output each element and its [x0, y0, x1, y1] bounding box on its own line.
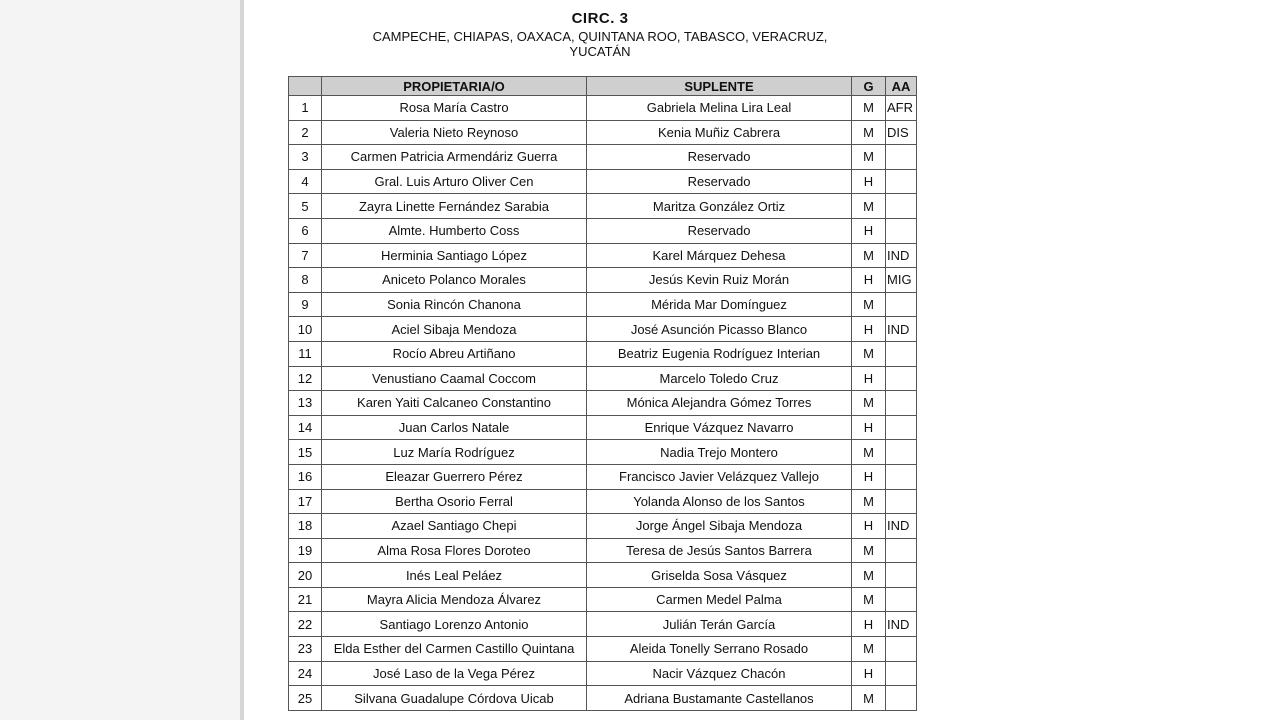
- row-number-cell: 16: [289, 464, 322, 489]
- suplente-cell: Julián Terán García: [587, 612, 852, 637]
- aa-cell: DIS: [886, 120, 917, 145]
- suplente-cell: Reservado: [587, 218, 852, 243]
- row-number-cell: 6: [289, 218, 322, 243]
- table-row: [289, 243, 917, 268]
- propietario-cell: Bertha Osorio Ferral: [322, 489, 587, 514]
- suplente-cell: Yolanda Alonso de los Santos: [587, 489, 852, 514]
- aa-cell: MIG: [886, 268, 917, 293]
- gender-cell: M: [852, 489, 886, 514]
- table-row: [289, 391, 917, 416]
- table-row: [289, 341, 917, 366]
- suplente-cell: Enrique Vázquez Navarro: [587, 415, 852, 440]
- aa-cell: [886, 489, 917, 514]
- table-row: [289, 637, 917, 662]
- gender-cell: H: [852, 366, 886, 391]
- row-number-cell: 23: [289, 637, 322, 662]
- suplente-cell: Reservado: [587, 169, 852, 194]
- suplente-cell: Mónica Alejandra Gómez Torres: [587, 391, 852, 416]
- propietario-cell: Azael Santiago Chepi: [322, 514, 587, 539]
- suplente-cell: Marcelo Toledo Cruz: [587, 366, 852, 391]
- aa-cell: [886, 686, 917, 711]
- gender-cell: M: [852, 587, 886, 612]
- table-row: [289, 563, 917, 588]
- gender-cell: H: [852, 268, 886, 293]
- propietario-cell: Inés Leal Peláez: [322, 563, 587, 588]
- table-row: [289, 120, 917, 145]
- row-number-cell: 4: [289, 169, 322, 194]
- gender-cell: M: [852, 145, 886, 170]
- gender-cell: M: [852, 292, 886, 317]
- aa-cell: [886, 538, 917, 563]
- table-row: [289, 268, 917, 293]
- gender-cell: M: [852, 563, 886, 588]
- aa-cell: [886, 292, 917, 317]
- row-number-cell: 25: [289, 686, 322, 711]
- table-row: [289, 194, 917, 219]
- aa-cell: [886, 194, 917, 219]
- suplente-cell: Aleida Tonelly Serrano Rosado: [587, 637, 852, 662]
- table-row: [289, 661, 917, 686]
- table-row: [289, 317, 917, 342]
- suplente-cell: Francisco Javier Velázquez Vallejo: [587, 464, 852, 489]
- suplente-cell: Mérida Mar Domínguez: [587, 292, 852, 317]
- propietario-cell: Carmen Patricia Armendáriz Guerra: [322, 145, 587, 170]
- aa-cell: [886, 366, 917, 391]
- page-subtitle: [340, 29, 860, 59]
- suplente-cell: Carmen Medel Palma: [587, 587, 852, 612]
- row-number-cell: 17: [289, 489, 322, 514]
- propietario-cell: Almte. Humberto Coss: [322, 218, 587, 243]
- table-row: [289, 464, 917, 489]
- gender-cell: M: [852, 243, 886, 268]
- suplente-cell: Griselda Sosa Vásquez: [587, 563, 852, 588]
- row-number-cell: 12: [289, 366, 322, 391]
- col-header-gender: G: [852, 77, 886, 96]
- row-number-cell: 21: [289, 587, 322, 612]
- row-number-cell: 5: [289, 194, 322, 219]
- row-number-cell: 18: [289, 514, 322, 539]
- aa-cell: [886, 464, 917, 489]
- suplente-cell: Adriana Bustamante Castellanos: [587, 686, 852, 711]
- propietario-cell: Eleazar Guerrero Pérez: [322, 464, 587, 489]
- propietario-cell: Rocío Abreu Artiñano: [322, 341, 587, 366]
- gender-cell: H: [852, 218, 886, 243]
- propietario-cell: Luz María Rodríguez: [322, 440, 587, 465]
- gender-cell: M: [852, 341, 886, 366]
- table-row: [289, 145, 917, 170]
- col-header-suplente: SUPLENTE: [587, 77, 852, 96]
- propietario-cell: Mayra Alicia Mendoza Álvarez: [322, 587, 587, 612]
- table-row: [289, 96, 917, 121]
- suplente-cell: Beatriz Eugenia Rodríguez Interian: [587, 341, 852, 366]
- suplente-cell: Teresa de Jesús Santos Barrera: [587, 538, 852, 563]
- aa-cell: [886, 391, 917, 416]
- table-row: [289, 169, 917, 194]
- aa-cell: [886, 440, 917, 465]
- aa-cell: AFR: [886, 96, 917, 121]
- row-number-cell: 14: [289, 415, 322, 440]
- propietario-cell: Karen Yaiti Calcaneo Constantino: [322, 391, 587, 416]
- aa-cell: IND: [886, 514, 917, 539]
- propietario-cell: Sonia Rincón Chanona: [322, 292, 587, 317]
- gender-cell: H: [852, 661, 886, 686]
- propietario-cell: Zayra Linette Fernández Sarabia: [322, 194, 587, 219]
- gender-cell: H: [852, 415, 886, 440]
- propietario-cell: Juan Carlos Natale: [322, 415, 587, 440]
- suplente-cell: Maritza González Ortiz: [587, 194, 852, 219]
- gender-cell: M: [852, 391, 886, 416]
- col-header-number: [289, 77, 322, 96]
- row-number-cell: 2: [289, 120, 322, 145]
- aa-cell: [886, 169, 917, 194]
- row-number-cell: 19: [289, 538, 322, 563]
- suplente-cell: Nadia Trejo Montero: [587, 440, 852, 465]
- subtitle-line-1: CAMPECHE, CHIAPAS, OAXACA, QUINTANA ROO, TABASCO, VERACRUZ,: [372, 29, 828, 44]
- table-row: [289, 538, 917, 563]
- row-number-cell: 11: [289, 341, 322, 366]
- suplente-cell: Kenia Muñiz Cabrera: [587, 120, 852, 145]
- table-row: [289, 218, 917, 243]
- table-row: [289, 686, 917, 711]
- right-margin: [1036, 0, 1280, 720]
- gender-cell: M: [852, 637, 886, 662]
- table-row: [289, 514, 917, 539]
- gender-cell: H: [852, 612, 886, 637]
- row-number-cell: 7: [289, 243, 322, 268]
- table-row: [289, 366, 917, 391]
- row-number-cell: 22: [289, 612, 322, 637]
- propietario-cell: Alma Rosa Flores Doroteo: [322, 538, 587, 563]
- table-row: [289, 612, 917, 637]
- propietario-cell: Rosa María Castro: [322, 96, 587, 121]
- aa-cell: [886, 587, 917, 612]
- row-number-cell: 9: [289, 292, 322, 317]
- gender-cell: M: [852, 194, 886, 219]
- row-number-cell: 3: [289, 145, 322, 170]
- row-number-cell: 13: [289, 391, 322, 416]
- propietario-cell: Herminia Santiago López: [322, 243, 587, 268]
- gender-cell: M: [852, 538, 886, 563]
- candidates-table: [288, 76, 917, 711]
- aa-cell: IND: [886, 612, 917, 637]
- gender-cell: M: [852, 440, 886, 465]
- table-header-row: [289, 77, 917, 96]
- suplente-cell: Gabriela Melina Lira Leal: [587, 96, 852, 121]
- propietario-cell: Aniceto Polanco Morales: [322, 268, 587, 293]
- suplente-cell: Nacir Vázquez Chacón: [587, 661, 852, 686]
- left-margin: [0, 0, 240, 720]
- subtitle-line-2: YUCATÁN: [569, 44, 631, 59]
- gender-cell: H: [852, 464, 886, 489]
- propietario-cell: José Laso de la Vega Pérez: [322, 661, 587, 686]
- suplente-cell: José Asunción Picasso Blanco: [587, 317, 852, 342]
- aa-cell: [886, 341, 917, 366]
- propietario-cell: Aciel Sibaja Mendoza: [322, 317, 587, 342]
- row-number-cell: 24: [289, 661, 322, 686]
- page-title: CIRC. 3: [571, 10, 629, 27]
- propietario-cell: Santiago Lorenzo Antonio: [322, 612, 587, 637]
- gender-cell: M: [852, 686, 886, 711]
- aa-cell: [886, 415, 917, 440]
- page-edge: [240, 0, 244, 720]
- propietario-cell: Gral. Luis Arturo Oliver Cen: [322, 169, 587, 194]
- row-number-cell: 20: [289, 563, 322, 588]
- aa-cell: IND: [886, 317, 917, 342]
- col-header-aa: AA: [886, 77, 917, 96]
- aa-cell: [886, 218, 917, 243]
- row-number-cell: 10: [289, 317, 322, 342]
- gender-cell: M: [852, 96, 886, 121]
- aa-cell: [886, 145, 917, 170]
- table-body: [289, 96, 917, 711]
- propietario-cell: Venustiano Caamal Coccom: [322, 366, 587, 391]
- table-row: [289, 415, 917, 440]
- suplente-cell: Jesús Kevin Ruiz Morán: [587, 268, 852, 293]
- row-number-cell: 15: [289, 440, 322, 465]
- suplente-cell: Reservado: [587, 145, 852, 170]
- col-header-propietario: PROPIETARIA/O: [322, 77, 587, 96]
- gender-cell: H: [852, 169, 886, 194]
- table-row: [289, 292, 917, 317]
- propietario-cell: Valeria Nieto Reynoso: [322, 120, 587, 145]
- aa-cell: IND: [886, 243, 917, 268]
- table-row: [289, 489, 917, 514]
- suplente-cell: Jorge Ángel Sibaja Mendoza: [587, 514, 852, 539]
- row-number-cell: 8: [289, 268, 322, 293]
- aa-cell: [886, 661, 917, 686]
- gender-cell: H: [852, 514, 886, 539]
- table-row: [289, 587, 917, 612]
- table-row: [289, 440, 917, 465]
- gender-cell: H: [852, 317, 886, 342]
- row-number-cell: 1: [289, 96, 322, 121]
- propietario-cell: Elda Esther del Carmen Castillo Quintana: [322, 637, 587, 662]
- propietario-cell: Silvana Guadalupe Córdova Uicab: [322, 686, 587, 711]
- aa-cell: [886, 637, 917, 662]
- suplente-cell: Karel Márquez Dehesa: [587, 243, 852, 268]
- aa-cell: [886, 563, 917, 588]
- gender-cell: M: [852, 120, 886, 145]
